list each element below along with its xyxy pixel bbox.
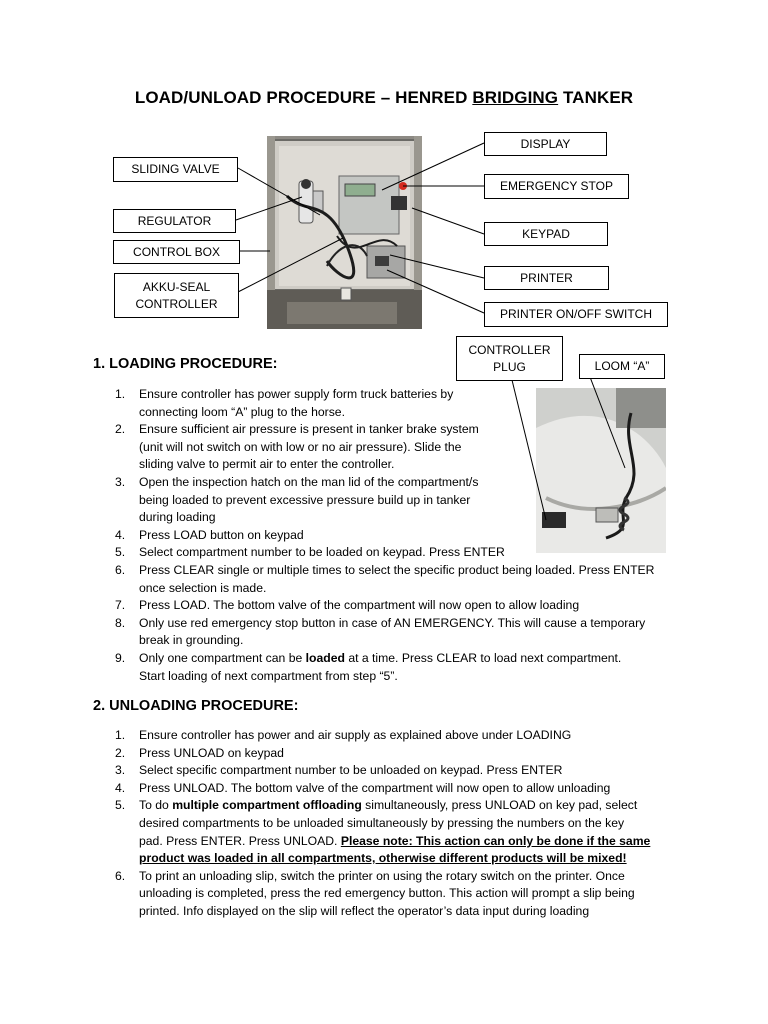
list-item: 5. Select compartment number to be loaded on keypad. Press ENTER — [115, 545, 505, 560]
list-item: 1. Ensure controller has power supply form truck batteries by connecting loom “A” plug to the horse. — [115, 387, 454, 419]
warning-note: Please note: This action can only be done if the same — [340, 833, 651, 848]
emergency-stop-label: EMERGENCY STOP — [484, 174, 629, 199]
list-item: 4. Press UNLOAD. The bottom valve of the compartment will now open to allow unloading — [115, 780, 611, 795]
regulator-label: REGULATOR — [113, 209, 236, 233]
list-item: 3. Select specific compartment number to be unloaded on keypad. Press ENTER — [115, 763, 563, 778]
list-item: 5. To do multiple compartment offloading simultaneously, press UNLOAD on key pad, select desired compartments to be unloaded simultaneously by pressing the numbers on the key pad. Press ENTER. Press UNLOAD. Please note: This action can only be done if the same product was loaded in all compartments, otherwise different products will be mixed! — [115, 798, 651, 866]
control-box-photo — [267, 136, 422, 329]
list-item: 2. Press UNLOAD on keypad — [115, 745, 284, 760]
page-title: LOAD/UNLOAD PROCEDURE – HENRED BRIDGING TANKER — [134, 88, 634, 107]
printer-label: PRINTER — [484, 266, 609, 290]
list-item: 6. To print an unloading slip, switch the printer on using the rotary switch on the printer. Once unloading is completed, press the red emergency button. This action will prompt a slip being printed. Info displayed on the slip will reflect the operator’s data input during loading — [115, 868, 635, 918]
loom-a-label: LOOM “A” — [579, 354, 665, 379]
unloading-heading: 2. UNLOADING PROCEDURE: — [93, 698, 299, 714]
loading-heading: 1. LOADING PROCEDURE: — [93, 356, 278, 372]
akku-seal-controller-label: AKKU-SEAL CONTROLLER — [114, 273, 239, 318]
list-item: 9. Only one compartment can be loaded at a time. Press CLEAR to load next compartment. Start loading of next compartment from step “5”. — [115, 650, 622, 683]
list-item: 1. Ensure controller has power and air supply as explained above under LOADING — [115, 728, 572, 742]
display-label: DISPLAY — [484, 132, 607, 156]
list-item: 3. Open the inspection hatch on the man lid of the compartment/s being loaded to prevent excessive pressure build up in tanker during loading — [115, 474, 479, 525]
list-item: 2. Ensure sufficient air pressure is present in tanker brake system (unit will not switch on with low or no air pressure). Slide the sliding valve to permit air to enter the controller. — [115, 422, 479, 472]
sliding-valve-label: SLIDING VALVE — [113, 157, 238, 182]
printer-switch-label: PRINTER ON/OFF SWITCH — [484, 302, 668, 327]
control-box-label: CONTROL BOX — [113, 240, 240, 264]
list-item: 4. Press LOAD button on keypad — [115, 527, 304, 542]
list-item: 6. Press CLEAR single or multiple times to select the specific product being loaded. Press ENTER once selection is made. — [115, 562, 655, 595]
list-item: 7. Press LOAD. The bottom valve of the compartment will now open to allow loading — [115, 598, 580, 613]
loading-list — [115, 386, 675, 685]
unloading-list — [115, 727, 685, 921]
warning-note: product was loaded in all compartments, otherwise different products will be mixed! — [139, 851, 627, 866]
list-item: 8. Only use red emergency stop button in case of AN EMERGENCY. This will cause a temporary break in grounding. — [115, 615, 646, 648]
controller-plug-label: CONTROLLER PLUG — [456, 336, 563, 381]
keypad-label: KEYPAD — [484, 222, 608, 246]
